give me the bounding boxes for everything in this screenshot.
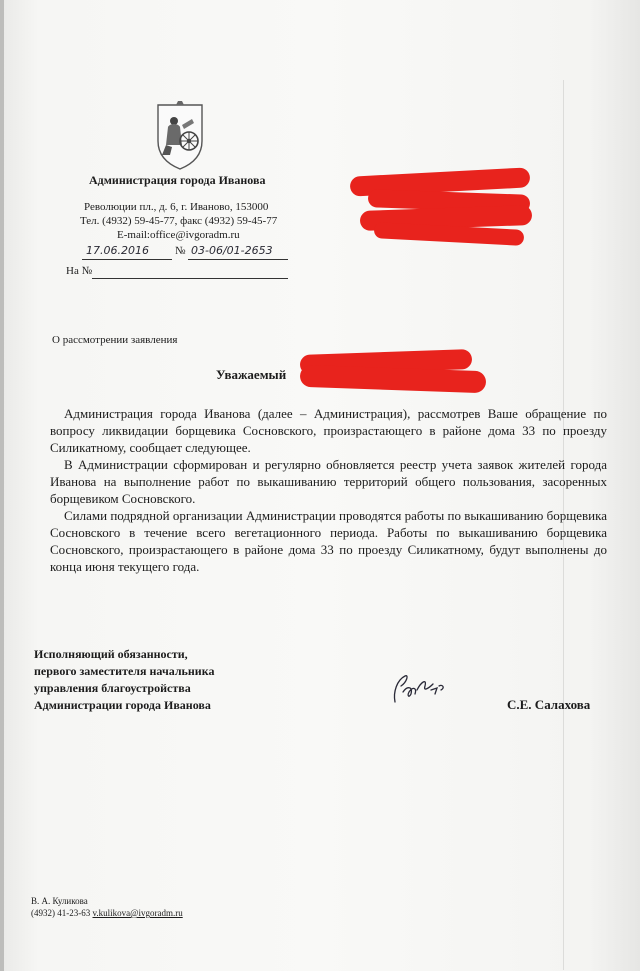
- org-address: Революции пл., д. 6, г. Иваново, 153000: [84, 201, 269, 213]
- org-name: Администрация города Иванова: [89, 173, 266, 187]
- signatory-title-line-1: Исполняющий обязанности,: [34, 647, 188, 661]
- ivanovo-coat-of-arms-icon: [152, 101, 208, 171]
- greeting: Уважаемый: [216, 367, 287, 382]
- body-paragraph-2: В Администрации сформирован и регулярно обновляется реестр учета заявок жителей города Иванова на выполнение работ по выкашиванию территорий общего пользования, засоренных борщевиком Сосновского.: [50, 457, 607, 506]
- reference-label: На №: [66, 265, 93, 277]
- org-email: E-mail:office@ivgoradm.ru: [117, 229, 240, 241]
- date-underline: [82, 259, 172, 260]
- page-shadow-left: [0, 0, 4, 971]
- signatory-title: [34, 646, 214, 714]
- number-sign: №: [175, 245, 186, 257]
- body-paragraph-3: Силами подрядной организации Администрации проводятся работы по выкашиванию борщевика Сосновского в течение всего вегетационного периода. Работы по выкашиванию борщевика Сосновского, произрастающего в районе дома 33 по проезду Силикатному, будут выполнены до конца июня текущего года.: [50, 508, 607, 574]
- handwritten-signature: [385, 672, 455, 706]
- reference-underline: [92, 278, 288, 279]
- outgoing-date: 17.06.2016: [86, 244, 149, 257]
- executor-phone: (4932) 41-23-63: [31, 908, 91, 918]
- body-paragraph-1: Администрация города Иванова (далее – Администрация), рассмотрев Ваше обращение по вопросу ликвидации борщевика Сосновского, произрастающего в районе дома 33 по проезду Силикатному, сообщает следующее.: [50, 406, 607, 455]
- executor-contact-line: [31, 907, 183, 919]
- signatory-title-line-2: первого заместителя начальника: [34, 664, 215, 678]
- executor-name: В. А. Куликова: [31, 896, 88, 906]
- executor-email: v.kulikova@ivgoradm.ru: [92, 908, 183, 918]
- subject-line: О рассмотрении заявления: [52, 334, 178, 346]
- outgoing-number: 03-06/01-2653: [191, 244, 273, 257]
- signatory-title-line-4: Администрации города Иванова: [34, 698, 211, 712]
- signer-name: С.Е. Салахова: [507, 697, 591, 712]
- executor-contacts: [31, 895, 183, 919]
- org-phone: Тел. (4932) 59-45-77, факс (4932) 59-45-77: [80, 215, 278, 227]
- signatory-title-line-3: управления благоустройства: [34, 681, 191, 695]
- number-underline: [188, 259, 288, 260]
